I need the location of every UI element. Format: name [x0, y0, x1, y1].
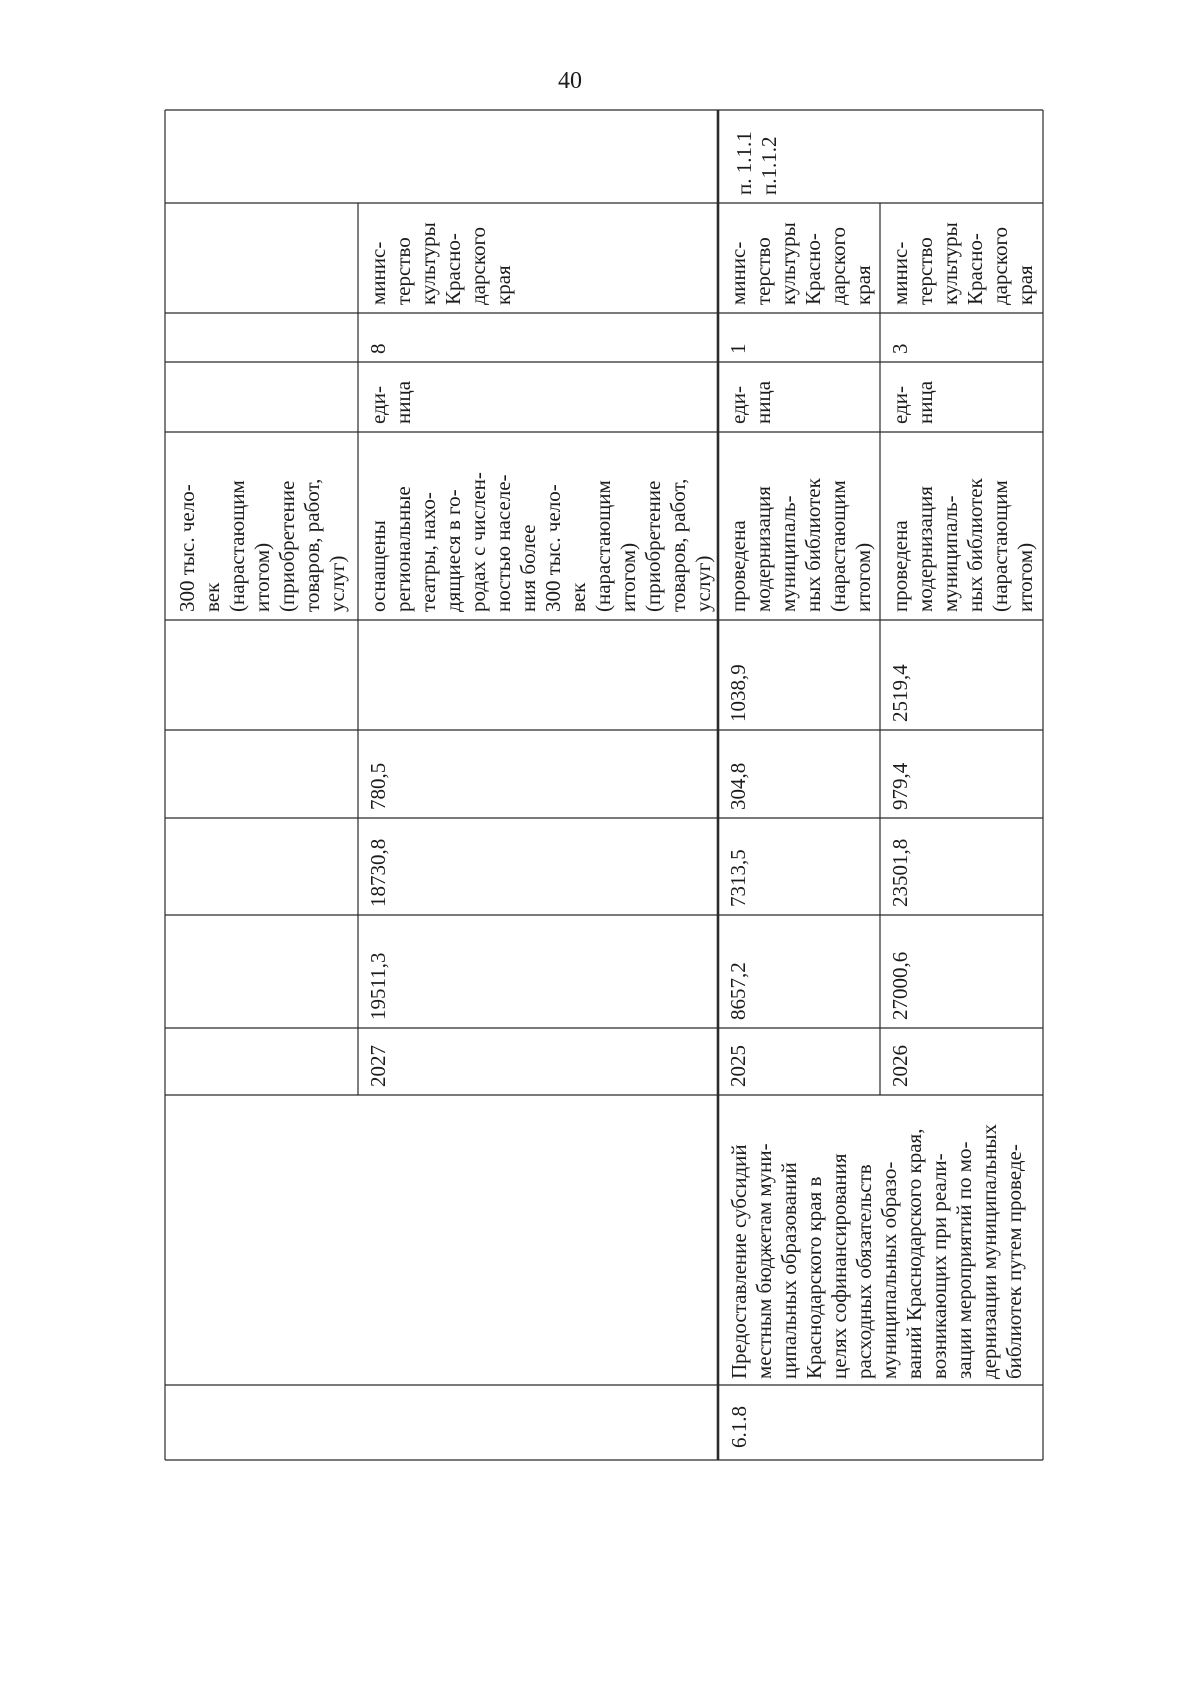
indicator-cell: проведена модернизация муниципаль- ных библиотек (нарастающим итогом): [888, 478, 1037, 612]
value-cell: 8: [366, 343, 390, 354]
amount-2-cell: 23501,8: [888, 838, 912, 907]
amount-4-cell: [358, 620, 718, 730]
carryover-indicator-cell: 300 тыс. чело- век (нарастающим итогом) (приобретение товаров, работ, услуг): [175, 478, 349, 612]
unit-cell: еди- ница: [726, 380, 775, 424]
refs-cell: п. 1.1.1 п.1.1.2: [732, 131, 781, 195]
amount-2-cell: 18730,8: [366, 838, 390, 907]
item-name-cell: Предоставление субсидий местным бюджетам муни- ципальных образований Краснодарского края в целях софинансирования расходных обязательств муниципальных образо- ваний Краснодарского края, возникающих при реали- зации мероприятий по мо- дернизации муниципальных библиотек путем проведе-: [727, 1124, 1026, 1379]
amount-1-cell: 8657,2: [726, 962, 750, 1020]
indicator-cell: проведена модернизация муниципаль- ных библиотек (нарастающим итогом): [726, 478, 875, 612]
amount-1-cell: 19511,3: [366, 952, 390, 1020]
year-cell: 2027: [366, 1045, 390, 1087]
amount-3-cell: 780,5: [366, 762, 390, 810]
amount-2-cell: 7313,5: [726, 849, 750, 907]
executor-cell: минис- терство культуры Красно- дарского края: [726, 222, 875, 305]
unit-cell: еди- ница: [366, 380, 415, 424]
indicator-cell: оснащены региональные театры, нахо- дящиеся в го- родах с числен- ностью населе- ния более 300 тыс. чело- век (нарастающим итогом) (приобретение товаров, работ, услуг): [366, 472, 715, 612]
page-number: 40: [558, 68, 582, 94]
amount-4-cell: 1038,9: [726, 664, 750, 722]
executor-cell: минис- терство культуры Красно- дарского края: [888, 222, 1037, 305]
amount-3-cell: 304,8: [726, 762, 750, 810]
year-cell: 2025: [726, 1045, 750, 1087]
year-cell: 2026: [888, 1045, 912, 1087]
value-cell: 3: [888, 343, 912, 354]
unit-cell: еди- ница: [888, 380, 937, 424]
value-cell: 1: [726, 343, 750, 354]
amount-3-cell: 979,4: [888, 762, 912, 810]
amount-4-cell: 2519,4: [888, 664, 912, 722]
item-number-cell: 6.1.8: [727, 1406, 751, 1448]
executor-cell: минис- терство культуры Красно- дарского края: [366, 222, 515, 305]
amount-1-cell: 27000,6: [888, 951, 912, 1020]
